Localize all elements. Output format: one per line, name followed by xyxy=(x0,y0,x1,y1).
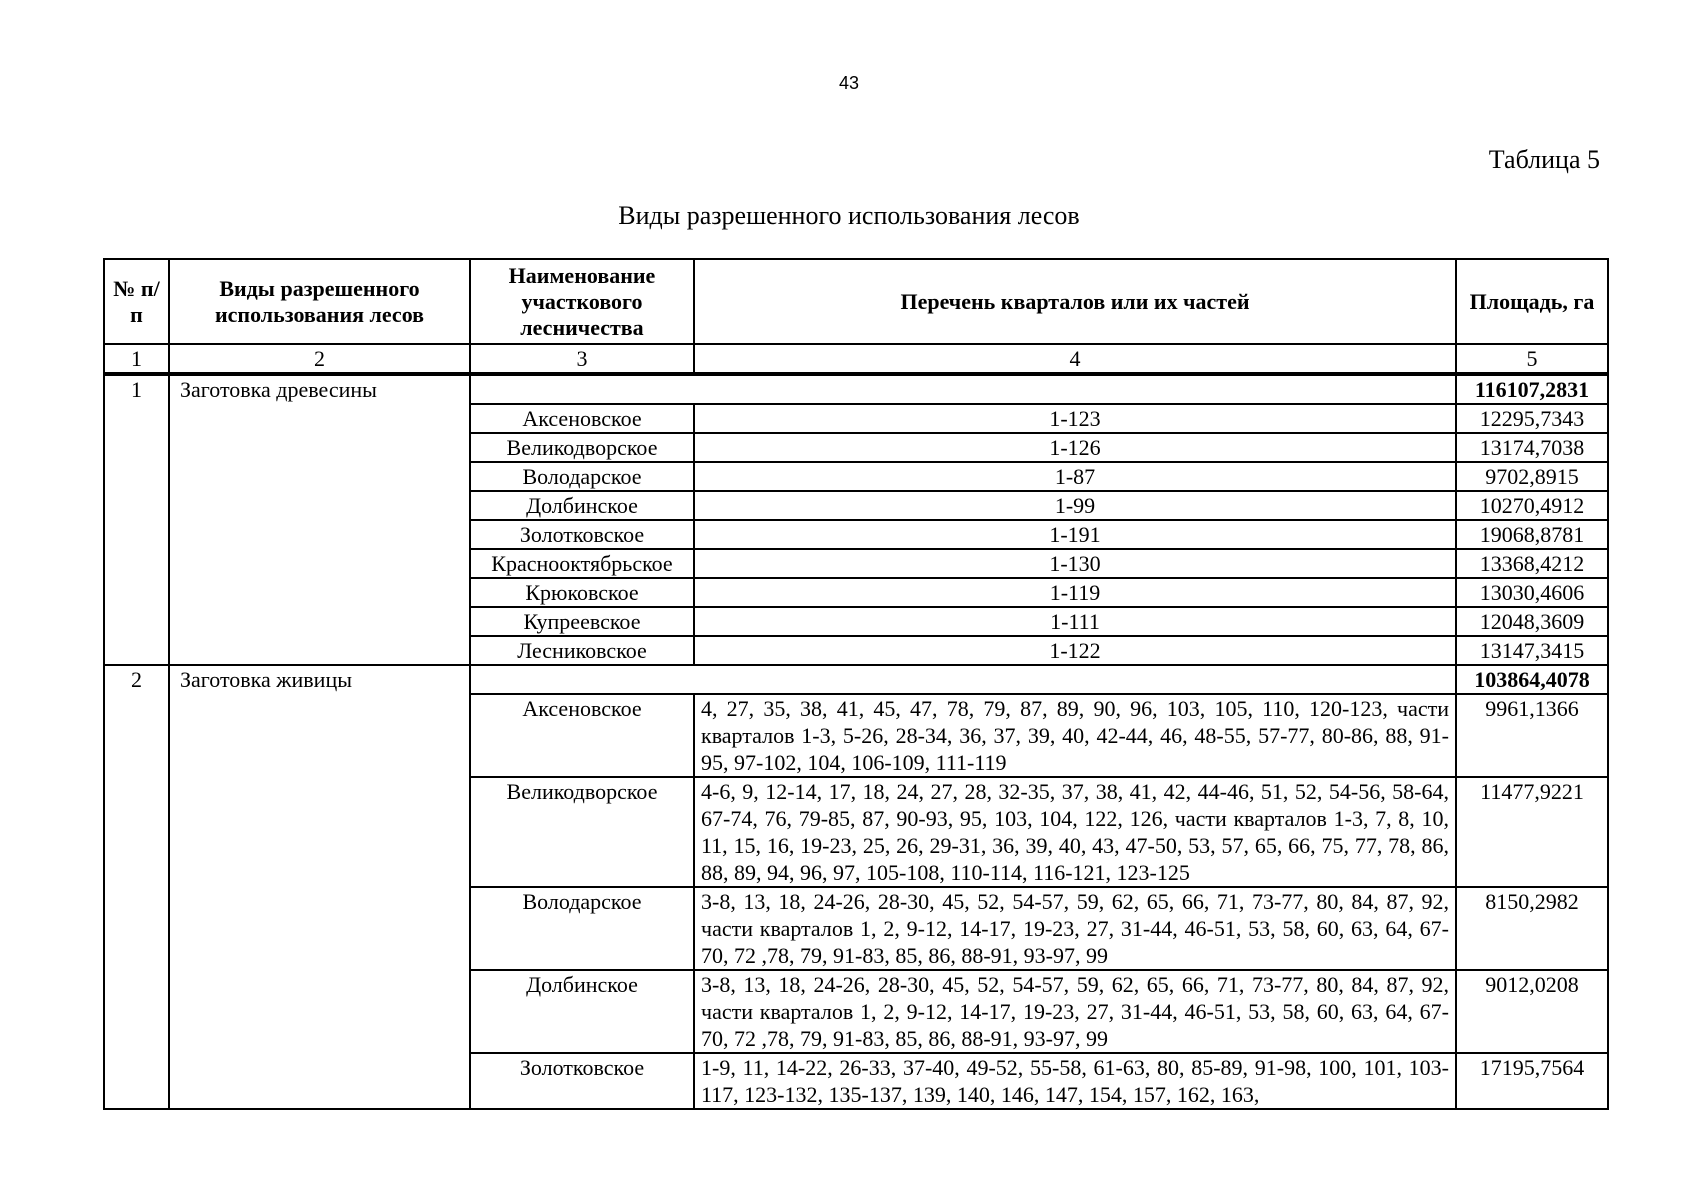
quarters-list: 1-122 xyxy=(694,636,1456,665)
forestry-name: Долбинское xyxy=(470,491,694,520)
group-total-area: 103864,4078 xyxy=(1456,665,1608,694)
forestry-name: Краснооктябрьское xyxy=(470,549,694,578)
quarters-list: 1-9, 11, 14-22, 26-33, 37-40, 49-52, 55-58, 61-63, 80, 85-89, 91-98, 100, 101, 103-117, 123-132, 135-137, 139, 140, 146, 147, 154, 157, 162, 163, xyxy=(694,1053,1456,1109)
forestry-name: Володарское xyxy=(470,887,694,970)
area-value: 9961,1366 xyxy=(1456,694,1608,777)
forestry-name: Золотковское xyxy=(470,520,694,549)
header-forestry: Наименование участкового лесничества xyxy=(470,259,694,344)
area-value: 19068,8781 xyxy=(1456,520,1608,549)
quarters-list: 1-87 xyxy=(694,462,1456,491)
col-number: 4 xyxy=(694,344,1456,374)
table-label: Таблица 5 xyxy=(1488,145,1600,174)
col-number: 3 xyxy=(470,344,694,374)
forestry-name: Крюковское xyxy=(470,578,694,607)
header-type: Виды разрешенного использования лесов xyxy=(169,259,470,344)
forestry-name: Долбинское xyxy=(470,970,694,1053)
table-title: Виды разрешенного использования лесов xyxy=(618,201,1080,230)
group-total-area: 116107,2831 xyxy=(1456,374,1608,404)
group-total-row xyxy=(104,374,1608,404)
forestry-name: Купреевское xyxy=(470,607,694,636)
quarters-list: 1-119 xyxy=(694,578,1456,607)
col-number: 2 xyxy=(169,344,470,374)
quarters-list: 1-126 xyxy=(694,433,1456,462)
col-number: 5 xyxy=(1456,344,1608,374)
area-value: 13174,7038 xyxy=(1456,433,1608,462)
area-value: 13368,4212 xyxy=(1456,549,1608,578)
area-value: 9702,8915 xyxy=(1456,462,1608,491)
header-num: № п/п xyxy=(104,259,169,344)
quarters-list: 1-191 xyxy=(694,520,1456,549)
area-value: 8150,2982 xyxy=(1456,887,1608,970)
area-value: 17195,7564 xyxy=(1456,1053,1608,1109)
area-value: 13030,4606 xyxy=(1456,578,1608,607)
forestry-name: Лесниковское xyxy=(470,636,694,665)
column-number-row xyxy=(104,344,1608,374)
quarters-list: 4, 27, 35, 38, 41, 45, 47, 78, 79, 87, 89, 90, 96, 103, 105, 110, 120-123, части кварталов 1-3, 5-26, 28-34, 36, 37, 39, 40, 42-44, 46, 48-55, 57-77, 80-86, 88, 91-95, 97-102, 104, 106-109, 111-119 xyxy=(694,694,1456,777)
quarters-list: 1-130 xyxy=(694,549,1456,578)
header-area: Площадь, га xyxy=(1456,259,1608,344)
forest-use-table xyxy=(103,258,1609,1110)
area-value: 11477,9221 xyxy=(1456,777,1608,887)
area-value: 9012,0208 xyxy=(1456,970,1608,1053)
quarters-list: 1-123 xyxy=(694,404,1456,433)
quarters-list: 1-111 xyxy=(694,607,1456,636)
quarters-list: 1-99 xyxy=(694,491,1456,520)
area-value: 12295,7343 xyxy=(1456,404,1608,433)
area-value: 12048,3609 xyxy=(1456,607,1608,636)
area-value: 10270,4912 xyxy=(1456,491,1608,520)
forestry-name: Великодворское xyxy=(470,433,694,462)
col-number: 1 xyxy=(104,344,169,374)
empty-cell xyxy=(470,374,1456,404)
header-row xyxy=(104,259,1608,344)
header-quarters: Перечень кварталов или их частей xyxy=(694,259,1456,344)
quarters-list: 3-8, 13, 18, 24-26, 28-30, 45, 52, 54-57, 59, 62, 65, 66, 71, 73-77, 80, 84, 87, 92, части кварталов 1, 2, 9-12, 14-17, 19-23, 27, 31-44, 46-51, 53, 58, 60, 63, 64, 67-70, 72 ,78, 79, 91-83, 85, 86, 88-91, 93-97, 99 xyxy=(694,887,1456,970)
forestry-name: Великодворское xyxy=(470,777,694,887)
page-number: 43 xyxy=(838,73,860,93)
forestry-name: Володарское xyxy=(470,462,694,491)
area-value: 13147,3415 xyxy=(1456,636,1608,665)
quarters-list: 3-8, 13, 18, 24-26, 28-30, 45, 52, 54-57, 59, 62, 65, 66, 71, 73-77, 80, 84, 87, 92, части кварталов 1, 2, 9-12, 14-17, 19-23, 27, 31-44, 46-51, 53, 58, 60, 63, 64, 67-70, 72 ,78, 79, 91-83, 85, 86, 88-91, 93-97, 99 xyxy=(694,970,1456,1053)
forestry-name: Аксеновское xyxy=(470,694,694,777)
empty-cell xyxy=(470,665,1456,694)
use-type: Заготовка древесины xyxy=(169,374,470,665)
group-total-row xyxy=(104,665,1608,694)
use-type: Заготовка живицы xyxy=(169,665,470,1109)
quarters-list: 4-6, 9, 12-14, 17, 18, 24, 27, 28, 32-35, 37, 38, 41, 42, 44-46, 51, 52, 54-56, 58-64, 67-74, 76, 79-85, 87, 90-93, 95, 103, 104, 122, 126, части кварталов 1-3, 7, 8, 10, 11, 15, 16, 19-23, 25, 26, 29-31, 36, 39, 40, 43, 47-50, 53, 57, 65, 66, 75, 77, 78, 86, 88, 89, 94, 96, 97, 105-108, 110-114, 116-121, 123-125 xyxy=(694,777,1456,887)
group-number: 2 xyxy=(104,665,169,1109)
group-number: 1 xyxy=(104,374,169,665)
forestry-name: Золотковское xyxy=(470,1053,694,1109)
forestry-name: Аксеновское xyxy=(470,404,694,433)
